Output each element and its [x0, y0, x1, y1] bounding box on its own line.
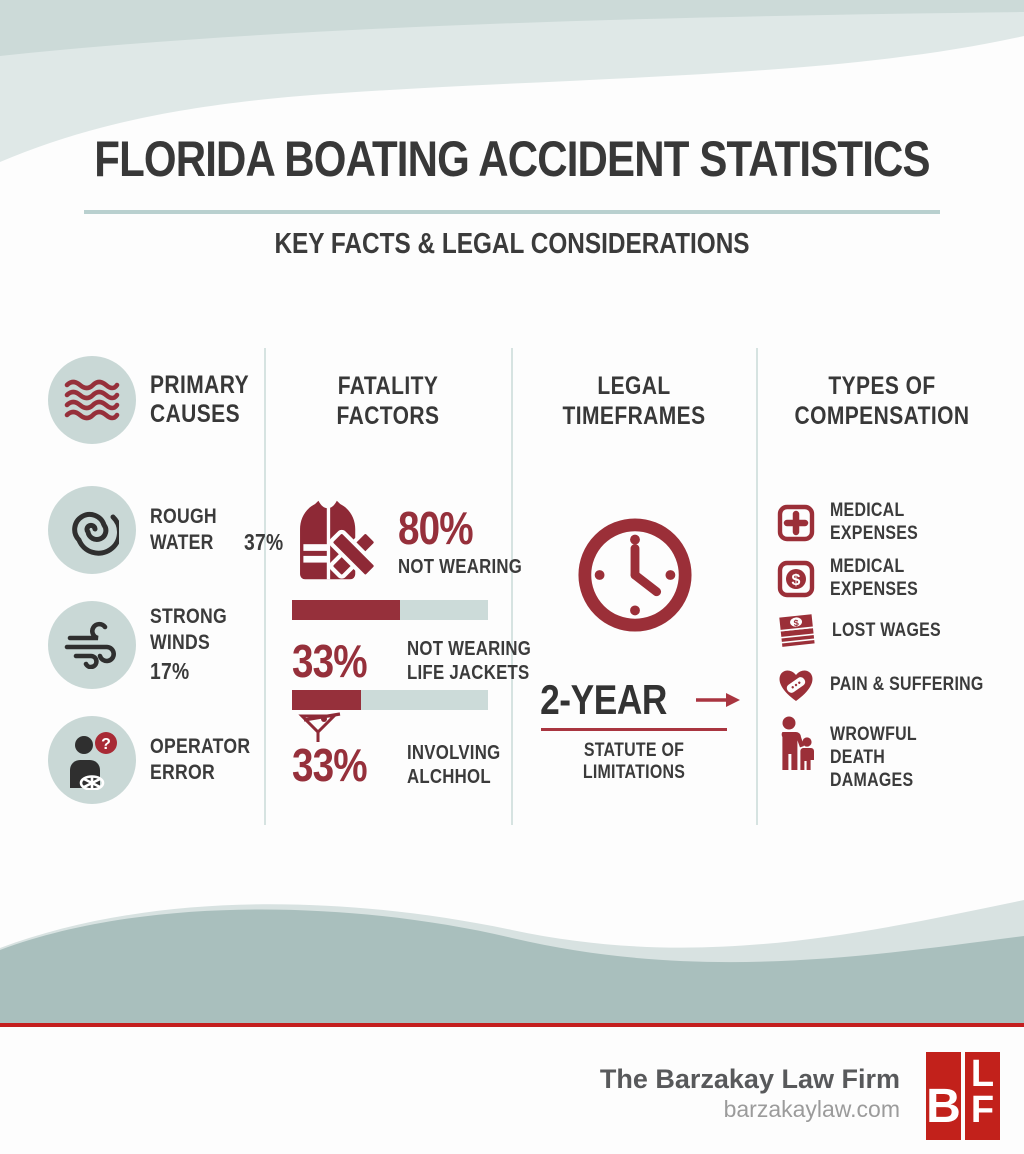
page-subtitle: KEY FACTS & LEGAL CONSIDERATIONS	[274, 228, 750, 260]
cause-label: OPERATOR ERROR	[150, 734, 251, 784]
progress-bar-life-jackets	[292, 600, 488, 620]
footer-divider-line	[0, 1023, 1024, 1027]
clock-icon	[576, 516, 694, 634]
dollar-badge-icon	[776, 559, 816, 599]
primary-causes-heading-row	[48, 356, 268, 444]
compensation-label: PAIN & SUFFERING	[830, 673, 984, 695]
statute-term: 2-YEAR	[540, 676, 668, 723]
page-title: FLORIDA BOATING ACCIDENT STATISTICS	[94, 131, 930, 187]
legal-timeframes-heading: LEGAL TIMEFRAMES	[562, 372, 706, 430]
cause-value: 37%	[244, 528, 284, 555]
cause-item-operator-error	[48, 716, 268, 804]
money-stack-icon	[776, 611, 818, 651]
primary-causes-heading: PRIMARY CAUSES	[150, 370, 249, 428]
cause-item-rough-water	[48, 486, 284, 574]
stat-involving-alcohol	[292, 738, 518, 792]
operator-error-icon	[48, 716, 136, 804]
stat-value: 33%	[292, 739, 367, 791]
column-divider	[756, 348, 758, 825]
cause-label: ROUGH WATER	[150, 504, 217, 554]
strong-winds-icon	[48, 601, 136, 689]
right-arrow-icon	[696, 691, 740, 709]
compensation-item	[776, 665, 1016, 705]
logo-letters-lf: L F	[965, 1052, 1000, 1140]
compensation-heading: TYPES OF COMPENSATION	[794, 372, 970, 430]
firm-website: barzakaylaw.com	[723, 1096, 900, 1122]
compensation-item	[776, 716, 1016, 792]
compensation-label: MEDICAL EXPENSES	[830, 500, 919, 544]
svg-text:$: $	[793, 617, 800, 629]
stat-value: 33%	[292, 635, 367, 687]
progress-bar-fill	[292, 690, 361, 710]
progress-bar-fill	[292, 600, 400, 620]
family-icon	[776, 716, 816, 772]
compensation-label: WROWFUL DEATH DAMAGES	[830, 724, 917, 791]
compensation-label: LOST WAGES	[832, 619, 941, 641]
statute-underline	[541, 728, 727, 731]
bottom-wave-decoration	[0, 878, 1024, 1023]
stat-label: INVOLVING ALCHHOL	[407, 742, 501, 788]
waves-icon	[48, 356, 136, 444]
stat-label: NOT WEARING LIFE JACKETS	[407, 638, 532, 684]
progress-bar-alcohol	[292, 690, 488, 710]
compensation-item	[776, 500, 1016, 546]
stat-not-wearing-80	[290, 494, 546, 586]
fatality-factors-heading: FATALITY FACTORS	[336, 372, 440, 430]
stat-label: NOT WEARING	[398, 556, 523, 578]
firm-name: The Barzakay Law Firm	[599, 1064, 900, 1094]
cause-label: STRONG WINDS 17%	[150, 605, 227, 684]
compensation-item	[776, 611, 1016, 651]
medical-cross-icon	[776, 503, 816, 543]
cause-value: 17%	[150, 657, 190, 684]
svg-text:?: ?	[101, 736, 111, 753]
life-jacket-x-icon	[290, 494, 382, 586]
firm-logo	[926, 1052, 1000, 1140]
compensation-label: MEDICAL EXPENSES	[830, 556, 919, 600]
compensation-item	[776, 556, 1016, 602]
heart-bandage-icon	[776, 665, 816, 705]
logo-letter-b: B	[926, 1052, 961, 1140]
rough-water-spiral-icon	[48, 486, 136, 574]
statute-caption: STATUTE OF LIMITATIONS	[582, 740, 686, 783]
stat-value: 80%	[398, 502, 473, 554]
cause-item-strong-winds	[48, 601, 268, 689]
svg-text:$: $	[791, 571, 801, 589]
statute-term-row	[512, 676, 756, 724]
title-underline	[84, 210, 940, 214]
